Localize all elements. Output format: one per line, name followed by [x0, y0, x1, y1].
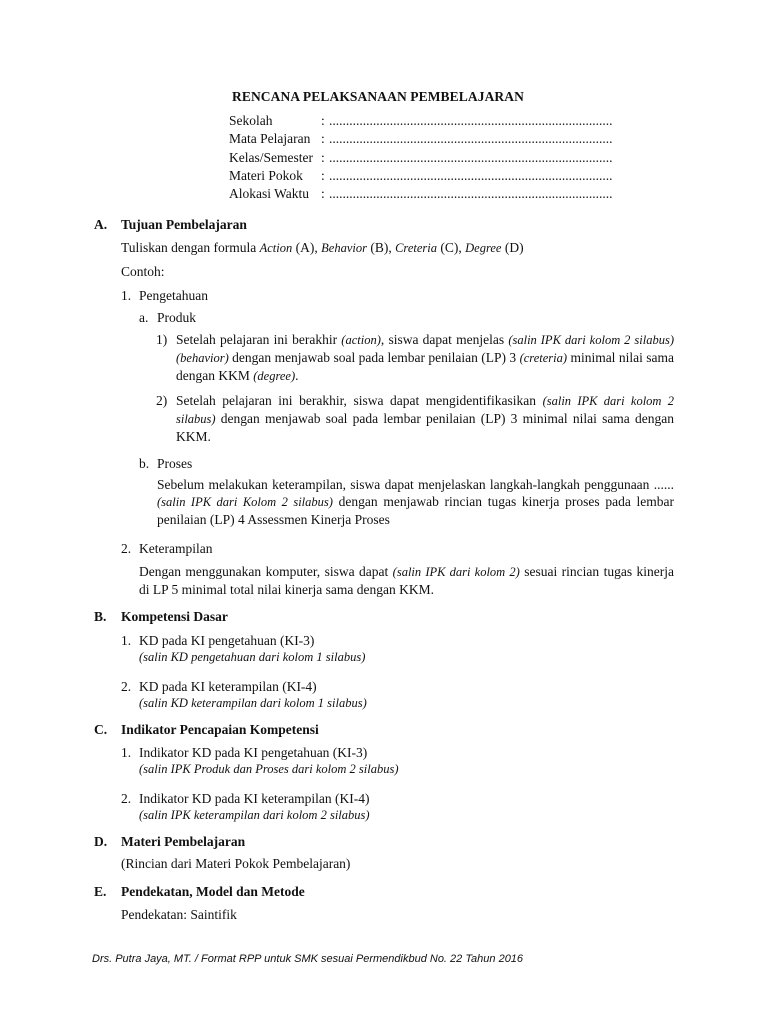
c-item2-text: Indikator KD pada KI keterampilan (KI-4): [139, 791, 370, 806]
p1-italic-1: (action): [341, 333, 381, 347]
c-item1-text: Indikator KD pada KI pengetahuan (KI-3): [139, 745, 368, 760]
sub-b-letter: b.: [139, 456, 150, 471]
field-dots: ....................................................................................: [329, 113, 613, 128]
point2-text: [176, 392, 674, 445]
p1-text-2: , siswa dapat menjelas: [380, 332, 509, 347]
formula-b: (B),: [366, 240, 396, 255]
proses-text: [157, 476, 674, 528]
p1-italic-2: (salin IPK dari kolom 2 silabus) (behavior): [176, 333, 674, 365]
field-colon: :: [321, 186, 325, 202]
p1-text-4: minimal nilai sama dengan KKM: [176, 350, 674, 383]
section-e-text: Pendekatan: Saintifik: [121, 907, 237, 922]
section-c-letter: C.: [94, 722, 108, 737]
section-a-letter: A.: [94, 217, 108, 232]
section-b-letter: B.: [94, 609, 107, 624]
item2-number: 2.: [121, 541, 132, 556]
formula-c: (C),: [437, 240, 466, 255]
document-title: RENCANA PELAKSANAAN PEMBELAJARAN: [232, 89, 524, 104]
ket-text-1: Dengan menggunakan komputer, siswa dapat: [139, 564, 393, 579]
header-fields: [229, 112, 669, 203]
formula-action: Action: [259, 241, 293, 255]
contoh-label: Contoh:: [121, 264, 165, 279]
formula-intro: [121, 239, 524, 257]
keterampilan-text: [139, 563, 674, 598]
section-e-title: Pendekatan, Model dan Metode: [121, 884, 305, 899]
field-dots: ....................................................................................: [329, 131, 613, 147]
p1-text-3: dengan menjawab soal pada lembar penilaian (LP) 3: [228, 350, 520, 365]
c-item1-number: 1.: [121, 745, 132, 760]
formula-a: (A),: [292, 240, 322, 255]
formula-behavior: Behavior: [321, 241, 367, 255]
ket-text-2: sesuai rincian tugas kinerja di LP 5 minimal total nilai kinerja sama dengan KKM.: [139, 564, 674, 597]
field-colon: :: [321, 113, 325, 128]
b-item1-number: 1.: [121, 633, 132, 648]
field-kelas-semester: [229, 149, 669, 167]
c-item1-note: (salin IPK Produk dan Proses dari kolom 2 silabus): [139, 762, 399, 776]
sub-a-letter: a.: [139, 310, 149, 325]
section-c-title: Indikator Pencapaian Kompetensi: [121, 722, 319, 737]
b-item2-number: 2.: [121, 679, 132, 694]
section-d-text: (Rincian dari Materi Pokok Pembelajaran): [121, 856, 351, 871]
sub-b-title: Proses: [157, 456, 193, 471]
section-d-letter: D.: [94, 834, 108, 849]
c-item2-number: 2.: [121, 791, 132, 806]
b-item1-text: KD pada KI pengetahuan (KI-3): [139, 633, 315, 648]
intro-text: Tuliskan dengan formula: [121, 240, 260, 255]
section-a-title: Tujuan Pembelajaran: [121, 217, 247, 232]
section-e-letter: E.: [94, 884, 107, 899]
p2-italic-1: (salin IPK dari kolom 2 silabus): [176, 394, 674, 426]
sub-a-title: Produk: [157, 310, 197, 325]
field-dots: ....................................................................................: [329, 167, 613, 183]
proses-text-2: dengan menjawab rincian tugas kinerja proses pada lembar penilaian (LP) 4 Assessmen Kinerja Proses: [157, 494, 674, 527]
field-materi-pokok: [229, 167, 669, 185]
field-label: Sekolah: [229, 113, 273, 128]
b-item2-note: (salin KD keterampilan dari kolom 1 silabus): [139, 696, 367, 710]
c-item2-note: (salin IPK keterampilan dari kolom 2 silabus): [139, 808, 370, 822]
item1-title: Pengetahuan: [139, 288, 208, 303]
field-colon: :: [321, 167, 325, 183]
point1-number: 1): [156, 332, 168, 347]
section-d-title: Materi Pembelajaran: [121, 834, 246, 849]
field-dots: ....................................................................................: [329, 149, 613, 165]
field-sekolah: [229, 112, 669, 130]
field-dots: ....................................................................................: [329, 186, 613, 202]
section-b-title: Kompetensi Dasar: [121, 609, 228, 624]
item2-title: Keterampilan: [139, 541, 213, 556]
proses-italic-1: (salin IPK dari Kolom 2 silabus): [157, 495, 333, 509]
field-label: Mata Pelajaran: [229, 131, 311, 147]
p2-text-1: Setelah pelajaran ini berakhir, siswa dapat mengidentifikasikan: [176, 393, 543, 408]
field-colon: :: [321, 131, 325, 147]
proses-text-1: Sebelum melakukan keterampilan, siswa dapat menjelaskan langkah-langkah penggunaan ......: [157, 477, 674, 492]
b-item2-text: KD pada KI keterampilan (KI-4): [139, 679, 317, 694]
field-label: Materi Pokok: [229, 167, 303, 183]
field-colon: :: [321, 149, 325, 165]
ket-italic-1: (salin IPK dari kolom 2): [392, 565, 520, 579]
formula-creteria: Creteria: [395, 241, 437, 255]
field-mata-pelajaran: [229, 130, 669, 148]
p1-text-5: .: [295, 368, 299, 383]
point1-text: [176, 331, 674, 385]
item1-number: 1.: [121, 288, 132, 303]
p2-text-2: dengan menjawab soal pada lembar penilaian (LP) 3 minimal nilai sama dengan KKM.: [176, 411, 674, 444]
point2-number: 2): [156, 393, 168, 408]
p1-italic-3: (creteria): [519, 351, 568, 365]
page-footer: Drs. Putra Jaya, MT. / Format RPP untuk SMK sesuai Permendikbud No. 22 Tahun 2016: [92, 953, 524, 965]
formula-degree: Degree: [465, 241, 502, 255]
b-item1-note: (salin KD pengetahuan dari kolom 1 silabus): [139, 650, 366, 664]
field-label: Alokasi Waktu: [229, 186, 310, 202]
formula-d: (D): [501, 240, 524, 255]
field-label: Kelas/Semester: [229, 149, 313, 165]
field-alokasi-waktu: [229, 185, 669, 203]
p1-text-1: Setelah pelajaran ini berakhir: [176, 332, 342, 347]
p1-italic-4: (degree): [253, 369, 296, 383]
